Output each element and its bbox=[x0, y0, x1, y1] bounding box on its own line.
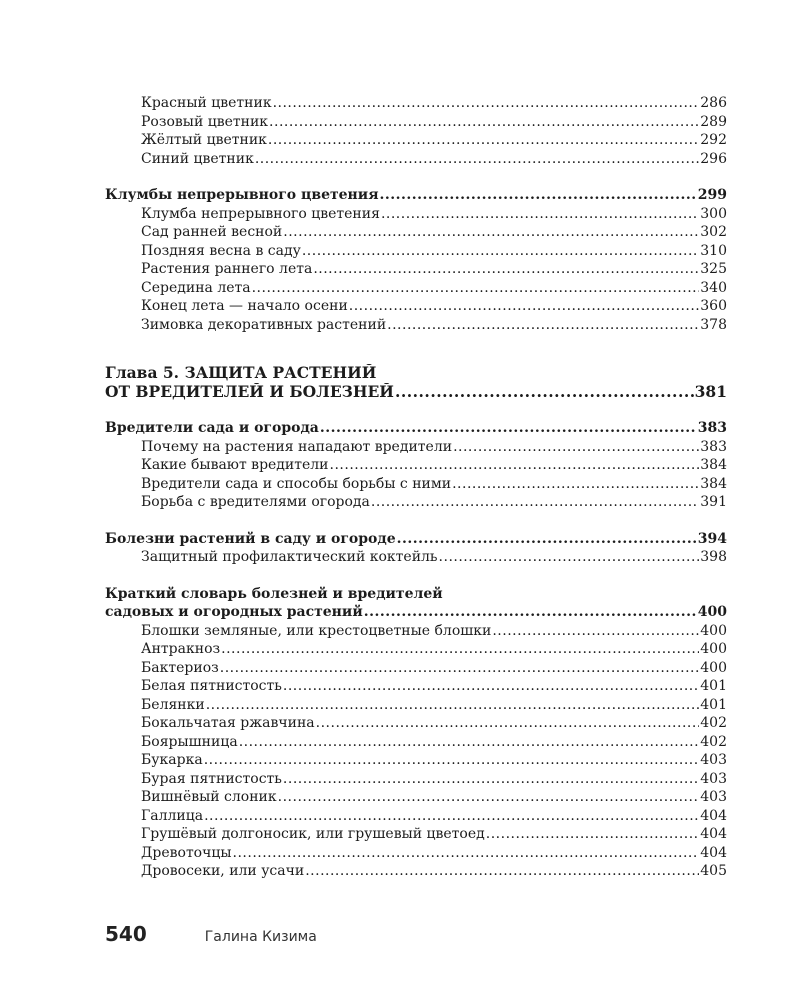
toc-entry-page: 405 bbox=[700, 863, 727, 879]
toc-section-heading bbox=[105, 186, 727, 205]
author-name: Галина Кизима bbox=[204, 929, 317, 945]
toc-entry-title: садовых и огородных растений bbox=[105, 604, 363, 620]
toc-leader-dots bbox=[387, 316, 699, 335]
toc-entry bbox=[105, 297, 727, 316]
toc-entry-title: Белянки bbox=[141, 696, 205, 713]
toc-entry-page: 404 bbox=[700, 844, 727, 861]
toc-entry-page: 286 bbox=[700, 95, 727, 111]
toc-entry-page: 296 bbox=[700, 150, 727, 167]
toc-entry-title: Вредители сада и огорода bbox=[105, 420, 319, 436]
toc-leader-dots bbox=[397, 530, 697, 549]
toc-leader-dots bbox=[381, 205, 699, 224]
toc-entry bbox=[105, 493, 727, 512]
toc-section-heading bbox=[105, 383, 727, 402]
toc-entry-page: 402 bbox=[700, 733, 727, 750]
toc-entry bbox=[105, 825, 727, 844]
toc-entry-title: Конец лета — начало осени bbox=[141, 298, 348, 314]
toc-entry-page: 400 bbox=[700, 641, 727, 657]
toc-entry-title: Поздняя весна в саду bbox=[141, 242, 301, 259]
toc-spacer bbox=[105, 401, 727, 419]
toc-leader-dots bbox=[206, 696, 700, 715]
toc-leader-dots bbox=[302, 242, 699, 261]
toc-entry-page: 404 bbox=[700, 807, 727, 824]
toc-spacer bbox=[105, 512, 727, 530]
toc-entry bbox=[105, 316, 727, 335]
toc-leader-dots bbox=[492, 622, 699, 641]
toc-leader-dots bbox=[283, 677, 699, 696]
toc-entry-title: Антракноз bbox=[141, 641, 221, 657]
toc-spacer bbox=[105, 567, 727, 585]
toc-leader-dots bbox=[220, 659, 699, 678]
toc-entry bbox=[105, 807, 727, 826]
toc-entry-title: Древоточцы bbox=[141, 844, 232, 861]
page-footer bbox=[105, 922, 317, 946]
toc-entry-title: Галлица bbox=[141, 807, 204, 824]
toc-entry bbox=[105, 659, 727, 678]
toc-entry-page: 401 bbox=[700, 696, 727, 713]
toc-entry-title: Борьба с вредителями огорода bbox=[141, 494, 370, 510]
toc-leader-dots bbox=[380, 186, 697, 205]
toc-entry-title: Вишнёвый слоник bbox=[141, 789, 277, 805]
toc-entry bbox=[105, 260, 727, 279]
toc-entry-title: Почему на растения нападают вредители bbox=[141, 438, 453, 455]
toc-entry-page: 398 bbox=[700, 549, 727, 565]
toc-entry-page: 310 bbox=[700, 242, 727, 259]
toc-entry bbox=[105, 677, 727, 696]
toc-entry-title: Блошки земляные, или крестоцветные блошки bbox=[141, 622, 492, 639]
toc-entry-page: 384 bbox=[700, 457, 727, 473]
toc-entry bbox=[105, 94, 727, 113]
toc-entry-page: 299 bbox=[697, 187, 727, 203]
toc-entry-page: 402 bbox=[700, 715, 727, 731]
toc-entry bbox=[105, 714, 727, 733]
toc-entry bbox=[105, 733, 727, 752]
toc-entry-page: 381 bbox=[694, 382, 727, 401]
toc-entry bbox=[105, 696, 727, 715]
toc-leader-dots bbox=[320, 419, 697, 438]
toc-leader-dots bbox=[371, 493, 699, 512]
toc-entry-page: 360 bbox=[700, 298, 727, 314]
toc-entry-title: Белая пятнистость bbox=[141, 678, 282, 694]
toc-entry-page: 391 bbox=[700, 494, 727, 510]
toc-entry-title: Какие бывают вредители bbox=[141, 457, 329, 473]
toc-entry bbox=[105, 456, 727, 475]
toc-entry bbox=[105, 150, 727, 169]
toc-leader-dots bbox=[486, 825, 700, 844]
toc-entry-title: Грушёвый долгоносик, или грушевый цветоед bbox=[141, 826, 485, 842]
toc-leader-dots bbox=[453, 438, 699, 457]
page-number: 540 bbox=[105, 922, 147, 946]
toc-entry-title: Клумбы непрерывного цветения bbox=[105, 187, 379, 203]
toc-entry-title: Бактериоз bbox=[141, 659, 219, 676]
toc-leader-dots bbox=[439, 548, 700, 567]
toc-entry-title: Боярышница bbox=[141, 733, 238, 750]
toc-leader-dots bbox=[278, 788, 700, 807]
toc-leader-dots bbox=[316, 714, 700, 733]
toc-entry bbox=[105, 438, 727, 457]
toc-leader-dots bbox=[349, 297, 699, 316]
toc-leader-dots bbox=[364, 603, 697, 622]
toc-leader-dots bbox=[452, 475, 699, 494]
toc-leader-dots bbox=[395, 383, 694, 402]
toc-entry-page: 403 bbox=[700, 789, 727, 805]
toc-entry-page: 400 bbox=[700, 659, 727, 676]
toc-entry-title: Клумба непрерывного цветения bbox=[141, 205, 380, 222]
toc-entry-title: Болезни растений в саду и огороде bbox=[105, 530, 396, 547]
toc-entry-page: 384 bbox=[700, 475, 727, 492]
toc-entry bbox=[105, 788, 727, 807]
toc-entry bbox=[105, 770, 727, 789]
toc-entry-page: 401 bbox=[700, 678, 727, 694]
toc-entry bbox=[105, 113, 727, 132]
toc-entry-title: Середина лета bbox=[141, 279, 251, 296]
toc-leader-dots bbox=[273, 94, 700, 113]
toc-entry-title: Вредители сада и способы борьбы с ними bbox=[141, 475, 452, 492]
toc-entry-page: 383 bbox=[697, 420, 727, 436]
toc-entry-title: Зимовка декоративных растений bbox=[141, 316, 387, 333]
toc-entry bbox=[105, 475, 727, 494]
toc-entry bbox=[105, 223, 727, 242]
toc-entry bbox=[105, 751, 727, 770]
toc-entry-page: 400 bbox=[700, 622, 727, 639]
toc-entry-title: Растения раннего лета bbox=[141, 261, 313, 277]
toc-entry-page: 292 bbox=[700, 132, 727, 148]
toc-section-heading bbox=[105, 364, 727, 383]
toc-leader-dots bbox=[221, 640, 699, 659]
toc-entry-title: Глава 5. ЗАЩИТА РАСТЕНИЙ bbox=[105, 364, 377, 382]
toc-leader-dots bbox=[252, 279, 700, 298]
toc-entry-title: Сад ранней весной bbox=[141, 224, 283, 240]
toc-entry-page: 302 bbox=[700, 224, 727, 240]
toc-entry-title: Синий цветник bbox=[141, 150, 254, 167]
toc-spacer bbox=[105, 168, 727, 186]
toc-entry-title: Дровосеки, или усачи bbox=[141, 863, 305, 879]
toc-section-heading bbox=[105, 585, 727, 604]
toc-entry-title: Красный цветник bbox=[141, 95, 272, 111]
toc-leader-dots bbox=[233, 844, 700, 863]
toc-entry-title: Букарка bbox=[141, 752, 203, 768]
toc-entry-page: 300 bbox=[700, 205, 727, 222]
toc-entry-page: 340 bbox=[700, 279, 727, 296]
toc-section-heading bbox=[105, 419, 727, 438]
toc-leader-dots bbox=[313, 260, 699, 279]
toc-entry-title: Бокальчатая ржавчина bbox=[141, 715, 315, 731]
toc-entry-page: 404 bbox=[700, 826, 727, 842]
toc-entry bbox=[105, 242, 727, 261]
toc-entry-page: 400 bbox=[697, 604, 727, 620]
toc-entry bbox=[105, 862, 727, 881]
toc-entry bbox=[105, 279, 727, 298]
toc-entry bbox=[105, 640, 727, 659]
toc-entry-page: 383 bbox=[700, 438, 727, 455]
toc-entry-page: 378 bbox=[700, 316, 727, 333]
toc-entry-title: Краткий словарь болезней и вредителей bbox=[105, 585, 443, 602]
toc-entry-page: 325 bbox=[700, 261, 727, 277]
toc-leader-dots bbox=[268, 131, 699, 150]
toc-entry-page: 289 bbox=[700, 113, 727, 130]
toc-entry bbox=[105, 622, 727, 641]
toc-leader-dots bbox=[330, 456, 700, 475]
toc-entry-title: ОТ ВРЕДИТЕЛЕЙ И БОЛЕЗНЕЙ bbox=[105, 382, 394, 401]
toc-entry-page: 403 bbox=[700, 770, 727, 787]
toc-leader-dots bbox=[255, 150, 699, 169]
toc-entry bbox=[105, 205, 727, 224]
toc-leader-dots bbox=[305, 862, 699, 881]
toc-section-heading bbox=[105, 530, 727, 549]
toc-leader-dots bbox=[283, 770, 699, 789]
toc-leader-dots bbox=[204, 807, 699, 826]
toc-entry-title: Жёлтый цветник bbox=[141, 132, 267, 148]
toc-leader-dots bbox=[269, 113, 699, 132]
toc-entry-page: 403 bbox=[700, 752, 727, 768]
toc-entry-title: Защитный профилактический коктейль bbox=[141, 549, 438, 565]
toc-leader-dots bbox=[204, 751, 700, 770]
toc-entry-title: Розовый цветник bbox=[141, 113, 269, 130]
toc-entry-title: Бурая пятнистость bbox=[141, 770, 282, 787]
toc-entry bbox=[105, 844, 727, 863]
toc-spacer bbox=[105, 334, 727, 364]
toc-leader-dots bbox=[283, 223, 699, 242]
toc-entry bbox=[105, 548, 727, 567]
toc-leader-dots bbox=[239, 733, 700, 752]
toc-entry-page: 394 bbox=[697, 530, 727, 547]
toc-entry bbox=[105, 131, 727, 150]
toc-section-heading bbox=[105, 603, 727, 622]
table-of-contents bbox=[105, 94, 727, 881]
